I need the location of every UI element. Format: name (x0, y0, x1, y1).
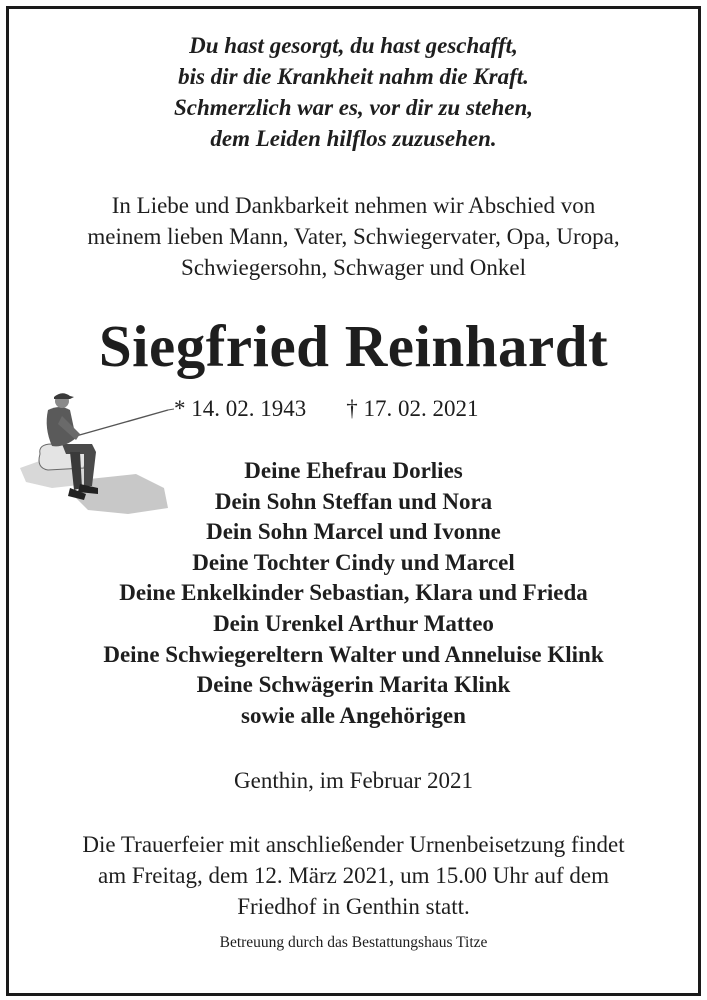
verse-line: dem Leiden hilflos zuzusehen. (210, 126, 497, 151)
undertaker-credit: Betreuung durch das Bestattungshaus Titze (219, 934, 488, 951)
verse-line: bis dir die Krankheit nahm die Kraft. (178, 64, 529, 89)
funeral-line: Friedhof in Genthin statt. (237, 894, 470, 919)
funeral-notice (0, 829, 707, 922)
memorial-verse (0, 30, 707, 154)
deceased-name: Siegfried Reinhardt (98, 313, 609, 379)
mourner-line: Dein Urenkel Arthur Matteo (213, 610, 494, 636)
verse-line: Schmerzlich war es, vor dir zu stehen, (173, 95, 534, 120)
mourner-line: sowie alle Angehörigen (241, 702, 466, 728)
intro-line: Schwiegersohn, Schwager und Onkel (181, 255, 526, 280)
death-date: † 17. 02. 2021 (346, 396, 479, 421)
place-and-date: Genthin, im Februar 2021 (234, 768, 473, 793)
mourners-list (0, 456, 707, 731)
mourner-line: Deine Schwägerin Marita Klink (196, 672, 511, 698)
mourner-line: Deine Schwiegereltern Walter und Anneluise Klink (103, 641, 604, 667)
funeral-line: Die Trauerfeier mit anschließender Urnenbeisetzung findet (82, 832, 625, 857)
funeral-line: am Freitag, dem 12. März 2021, um 15.00 Uhr auf dem (98, 863, 609, 888)
mourner-line: Dein Sohn Steffan und Nora (214, 488, 493, 514)
mourner-line: Deine Ehefrau Dorlies (244, 458, 463, 483)
life-dates (174, 394, 479, 424)
birth-date: * 14. 02. 1943 (174, 396, 307, 421)
farewell-intro (0, 190, 707, 283)
mourner-line: Deine Enkelkinder Sebastian, Klara und Frieda (119, 580, 588, 606)
mourner-line: Dein Sohn Marcel und Ivonne (206, 519, 501, 545)
mourner-line: Deine Tochter Cindy und Marcel (192, 549, 515, 575)
intro-line: In Liebe und Dankbarkeit nehmen wir Abschied von (111, 193, 596, 218)
verse-line: Du hast gesorgt, du hast geschafft, (189, 33, 518, 58)
intro-line: meinem lieben Mann, Vater, Schwiegervater, Opa, Uropa, (87, 224, 620, 249)
